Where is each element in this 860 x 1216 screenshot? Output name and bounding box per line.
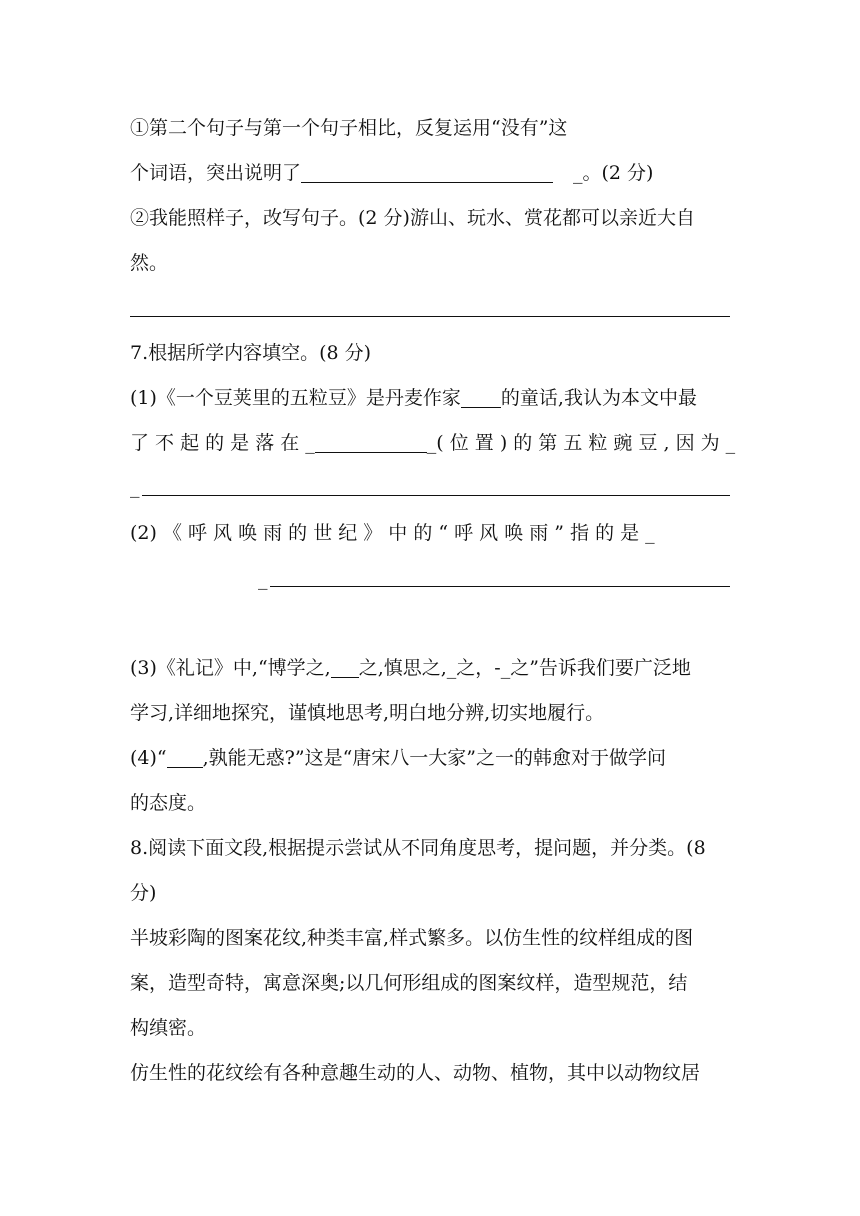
q8-para1-line2: 案，造型奇特，寓意深奥;以几何形组成的图案纹样，造型规范，结 (130, 972, 688, 994)
q7-liji-blank[interactable] (331, 657, 359, 678)
q6-sub1-line1: ①第二个句子与第一个句子相比，反复运用“没有”这 (130, 117, 568, 139)
q7-p4-line1 (130, 745, 730, 771)
q6-sub2-line1: ②我能照样子，改写句子。(2 分)游山、玩水、赏花都可以亲近大自 (130, 207, 695, 229)
q7-author-blank[interactable] (461, 387, 501, 408)
q7-p4-suffix: ,孰能无惑?”这是“唐宋八一大家”之一的韩愈对于做学问 (202, 747, 667, 769)
q8-title-line1: 8.阅读下面文段,根据提示尝试从不同角度思考，提问题，并分类。(8 (130, 837, 706, 859)
q7-title: 7.根据所学内容填空。(8 分) (130, 342, 372, 364)
q7-p1-line1 (130, 385, 730, 411)
q8-para1-line1: 半坡彩陶的图案花纹,种类丰富,样式繁多。以仿生性的纹样组成的图 (130, 927, 694, 949)
q6-sub1-line2 (130, 160, 730, 186)
q7-p2-line2-mark: _ (258, 568, 268, 590)
q6-sub1-suffix: _。(2 分) (573, 162, 654, 184)
q7-p2-answer-line[interactable] (270, 586, 730, 587)
q7-reason-answer-line[interactable] (142, 495, 730, 496)
q7-p3-suffix: 之,慎思之,_之，-_之”告诉我们要广泛地 (358, 657, 691, 679)
q7-p1-line2 (130, 430, 736, 456)
q7-p4-line2: 的态度。 (130, 792, 207, 814)
q7-p1-prefix: (1)《一个豆荚里的五粒豆》是丹麦作家 (130, 387, 461, 409)
q8-para1-line3: 构缜密。 (130, 1017, 207, 1039)
q7-p1-line2-suffix: _( 位 置 ) 的 第 五 粒 豌 豆 , 因 为 _ (426, 432, 736, 454)
q6-sub1-prefix: 个词语，突出说明了 (130, 162, 302, 184)
q8-title-line2: 分) (130, 882, 157, 904)
q6-sub2-answer-line[interactable] (130, 316, 730, 317)
q6-sub1-answer-blank[interactable] (301, 162, 553, 183)
q7-position-blank[interactable] (315, 432, 427, 453)
q8-para2-line1: 仿生性的花纹绘有各种意趣生动的人、动物、植物，其中以动物纹居 (130, 1062, 701, 1084)
q7-p2-line1: (2) 《 呼 风 唤 雨 的 世 纪 》 中 的 “ 呼 风 唤 雨 ” 指 的 是 _ (130, 522, 655, 544)
q7-p3-line2: 学习,详细地探究，谨慎地思考,明白地分辨,切实地履行。 (130, 702, 605, 724)
q7-p1-line3 (130, 474, 730, 500)
q6-sub2-line2: 然。 (130, 252, 169, 274)
q7-p1-line2-prefix: 了 不 起 的 是 落 在 _ (130, 432, 315, 454)
q7-p1-suffix: 的童话,我认为本文中最 (500, 387, 697, 409)
q7-p3-prefix: (3)《礼记》中,“博学之, (130, 657, 331, 679)
q7-hanyu-blank[interactable] (167, 747, 203, 768)
q7-p3-line1 (130, 655, 730, 681)
q7-p2-line2 (258, 566, 278, 592)
q7-p1-line3-mark: _ (130, 476, 140, 498)
q7-p4-prefix: (4)“ (130, 747, 167, 769)
